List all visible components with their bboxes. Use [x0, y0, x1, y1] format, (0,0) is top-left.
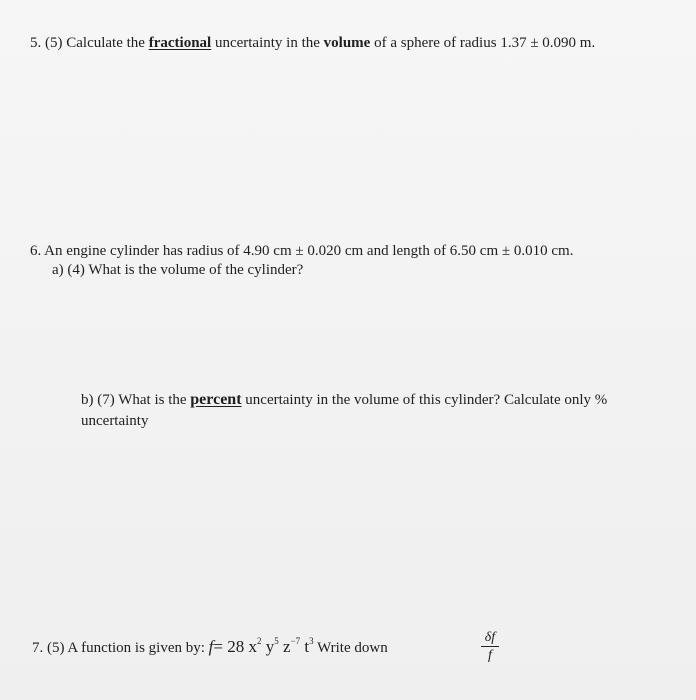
q7-exp-x: 2	[256, 636, 262, 646]
question-6: 6. An engine cylinder has radius of 4.90 cm ± 0.020 cm and length of 6.50 cm ± 0.010 cm.	[30, 243, 574, 259]
q7-exp-y: 5	[274, 636, 279, 646]
q7-formula-eq: = 28 x	[213, 637, 257, 656]
q7-formula-y: y	[261, 637, 275, 656]
q7-prefix: 7. (5) A function is given by:	[32, 640, 209, 656]
q5-emphasis-volume: volume	[323, 35, 371, 51]
q5-mid2: of a sphere of radius	[370, 35, 501, 51]
q6b-emphasis-percent: percent	[190, 391, 242, 408]
question-6-part-b-line2: uncertainty	[81, 413, 149, 429]
q6b-prefix: b) (7) What is the	[81, 392, 191, 408]
q7-fraction-bar	[481, 646, 499, 647]
q7-write-down: Write down	[313, 640, 388, 656]
q5-mid1: uncertainty in the	[211, 35, 324, 51]
q7-fraction-numerator: δf	[484, 630, 496, 645]
q7-fraction-denominator: f	[488, 648, 492, 663]
q7-formula-t: t	[300, 637, 310, 656]
q7-exp-z: −7	[290, 636, 301, 646]
q7-fraction	[481, 630, 499, 663]
q5-prefix: 5. (5) Calculate the	[30, 35, 149, 51]
question-6-part-b	[81, 391, 607, 409]
question-5	[30, 34, 595, 52]
q7-function-symbol: f	[208, 637, 214, 656]
q7-exp-t: 3	[309, 636, 314, 646]
q5-value: 1.37 ± 0.090 m.	[500, 35, 596, 51]
question-7	[32, 638, 388, 657]
q5-emphasis-fractional: fractional	[148, 35, 212, 51]
q7-formula-z: z	[278, 637, 291, 656]
q6b-suffix: uncertainty in the volume of this cylinder? Calculate only %	[241, 392, 608, 408]
question-6-part-a: a) (4) What is the volume of the cylinder?	[52, 262, 304, 278]
